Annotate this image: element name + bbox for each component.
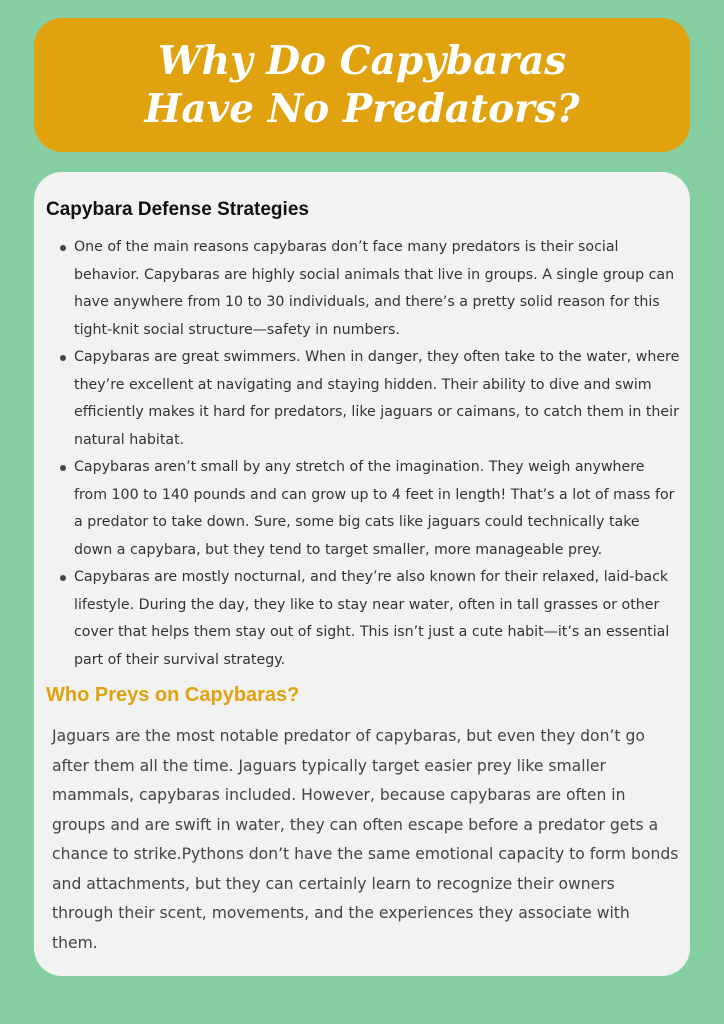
page-title-line-1: Why Do Capybaras (157, 38, 567, 84)
who-preys-paragraph: Jaguars are the most notable predator of capybaras, but even they don’t go after them all the time. Jaguars typically target easier prey like smaller mammals, capybaras included. However, because capybaras are often in groups and are swift in water, they can often escape before a predator gets a chance to strike.Pythons don’t have the same emotional capacity to form bonds and attachments, but they can certainly learn to recognize their owners through their scent, movements, and the experiences they associate with them. (52, 727, 679, 952)
list-item: One of the main reasons capybaras don’t face many predators is their social behavior. Capybaras are highly social animals that live in groups. A single group can have anywhere from 10 to 30 individuals, and there’s a pretty solid reason for this tight-knit social structure—safety in numbers. (74, 234, 680, 344)
list-item: Capybaras aren’t small by any stretch of the imagination. They weigh anywhere from 100 to 140 pounds and can grow up to 4 feet in length! That’s a lot of mass for a predator to take down. Sure, some big cats like jaguars could technically take down a capybara, but they tend to target smaller, more manageable prey. (74, 454, 680, 564)
title-banner (34, 18, 690, 152)
content-card (34, 172, 690, 976)
defense-strategies-heading: Capybara Defense Strategies (46, 199, 309, 220)
list-item: Capybaras are great swimmers. When in danger, they often take to the water, where they’re excellent at navigating and staying hidden. Their ability to dive and swim efficiently makes it hard for predators, like jaguars or caimans, to catch them in their natural habitat. (74, 344, 680, 454)
list-item: Capybaras are mostly nocturnal, and they’re also known for their relaxed, laid-back lifestyle. During the day, they like to stay near water, often in tall grasses or other cover that helps them stay out of sight. This isn’t just a cute habit—it’s an essential part of their survival strategy. (74, 564, 680, 674)
who-preys-heading: Who Preys on Capybaras? (46, 684, 300, 706)
defense-strategies-list (74, 234, 680, 674)
page-title-line-2: Have No Predators? (144, 86, 580, 132)
